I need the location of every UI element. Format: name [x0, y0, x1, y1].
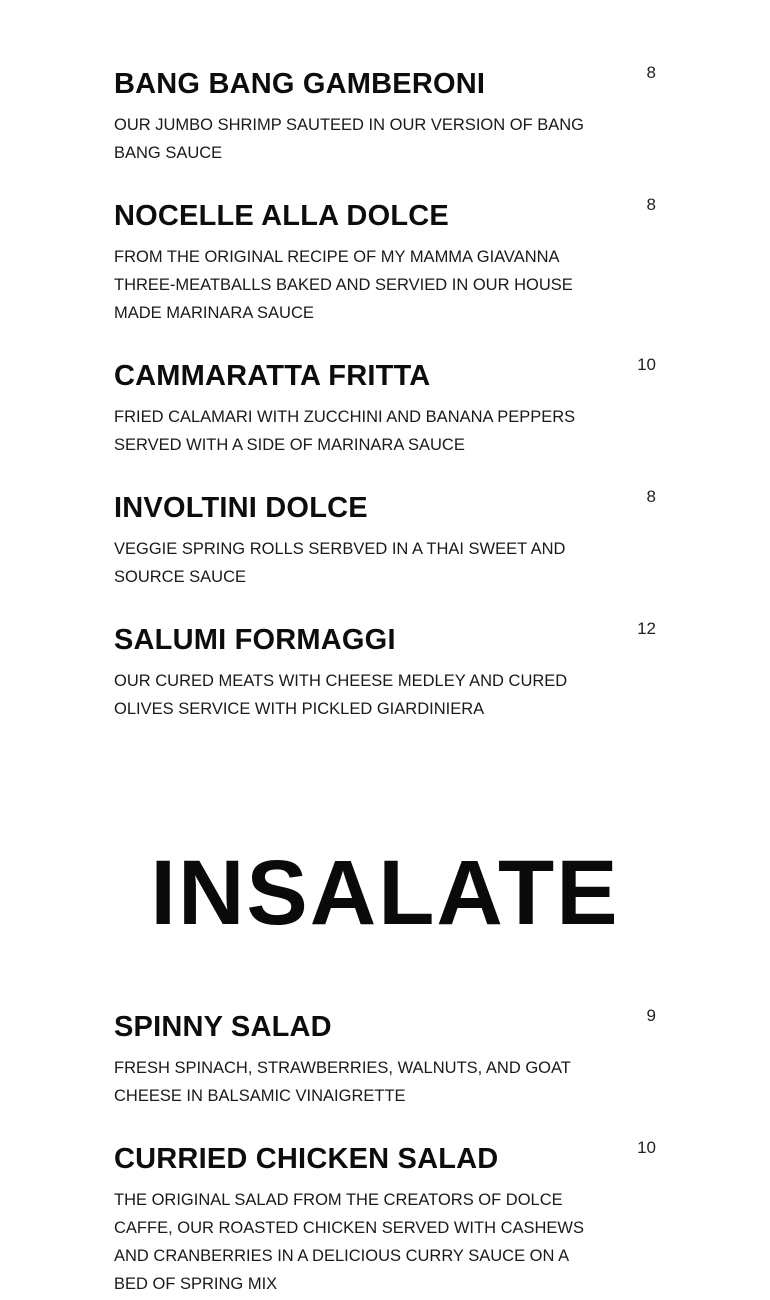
menu-item-price: 10 [637, 1138, 656, 1157]
menu-item-name: BANG BANG GAMBERONI [114, 68, 486, 100]
menu-item-price: 8 [646, 195, 656, 214]
menu-item-description: FROM THE ORIGINAL RECIPE OF MY MAMMA GIAVANNA THREE-MEATBALLS BAKED AND SERVIED IN OUR HOUSE MADE MARINARA SAUCE [114, 248, 573, 322]
menu-item-name: NOCELLE ALLA DOLCE [114, 200, 449, 232]
section-title-insalate: INSALATE [150, 842, 620, 944]
menu-item-description: FRIED CALAMARI WITH ZUCCHINI AND BANANA PEPPERS SERVED WITH A SIDE OF MARINARA SAUCE [114, 408, 576, 454]
menu-item-price: 10 [637, 355, 656, 374]
menu-item-price: 9 [646, 1006, 656, 1025]
menu-item-description: VEGGIE SPRING ROLLS SERBVED IN A THAI SWEET AND SOURCE SAUCE [114, 540, 566, 586]
menu-item-price: 8 [646, 487, 656, 506]
menu-item-price: 8 [646, 63, 656, 82]
menu-item-description: FRESH SPINACH, STRAWBERRIES, WALNUTS, AND GOAT CHEESE IN BALSAMIC VINAIGRETTE [114, 1059, 571, 1105]
menu-item-description: OUR CURED MEATS WITH CHEESE MEDLEY AND CURED OLIVES SERVICE WITH PICKLED GIARDINIERA [114, 672, 568, 718]
menu-item-description: OUR JUMBO SHRIMP SAUTEED IN OUR VERSION OF BANG BANG SAUCE [114, 116, 585, 162]
menu-item-name: CAMMARATTA FRITTA [114, 360, 431, 392]
menu-item-description: THE ORIGINAL SALAD FROM THE CREATORS OF DOLCE CAFFE, OUR ROASTED CHICKEN SERVED WITH CASHEWS AND CRANBERRIES IN A DELICIOUS CURRY SAUCE ON A BED OF SPRING MIX [114, 1191, 584, 1293]
menu-item-name: SALUMI FORMAGGI [114, 624, 396, 656]
menu-item-name: SPINNY SALAD [114, 1011, 332, 1043]
menu-item-price: 12 [637, 619, 656, 638]
menu-item-name: CURRIED CHICKEN SALAD [114, 1143, 499, 1175]
menu-item-name: INVOLTINI DOLCE [114, 492, 368, 524]
